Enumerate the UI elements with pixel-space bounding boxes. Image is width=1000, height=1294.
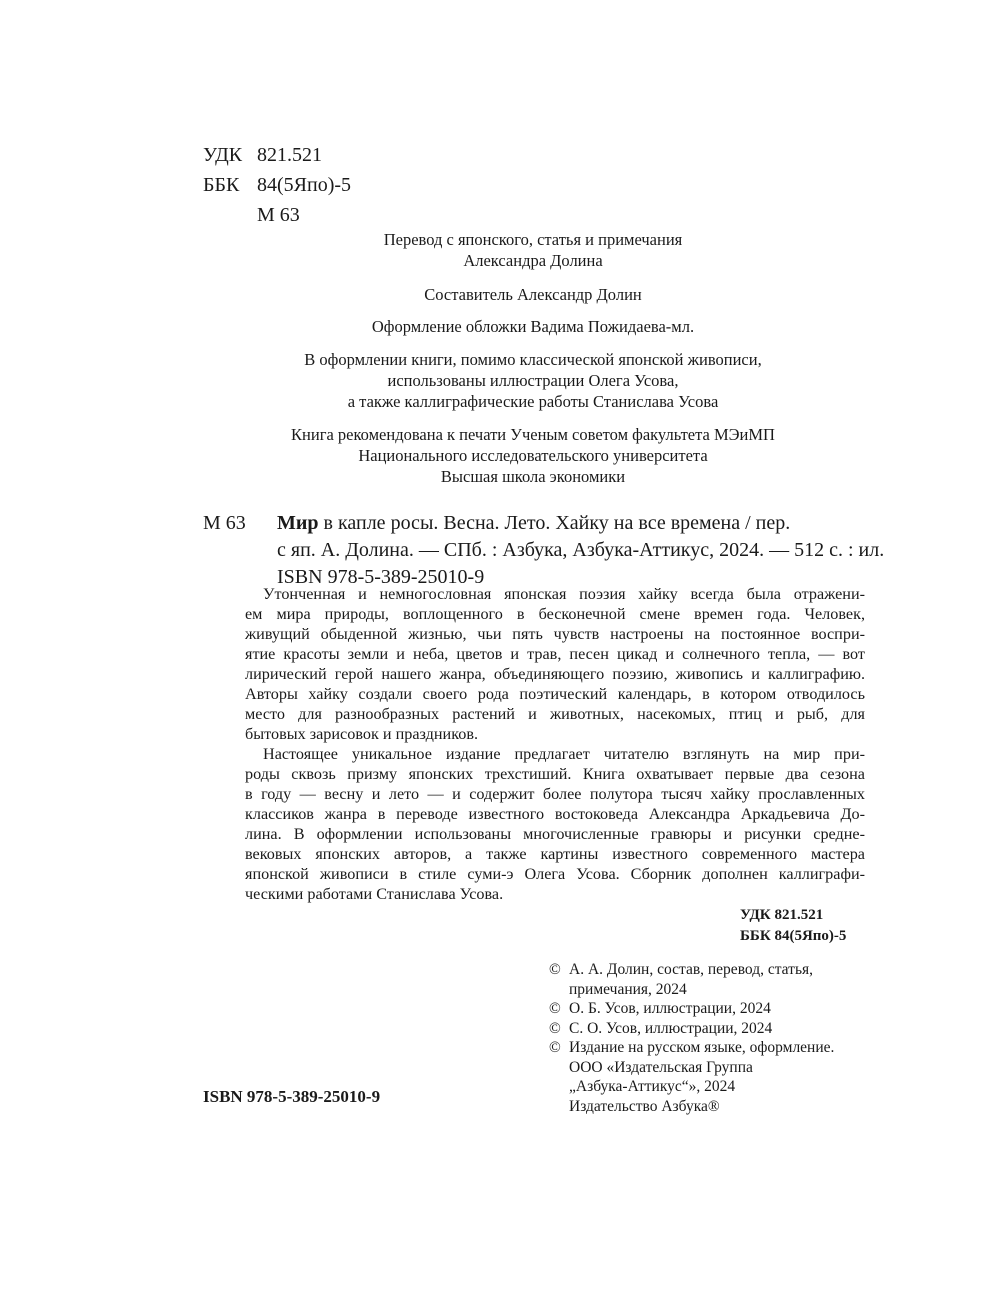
copyright-item-3	[549, 1019, 869, 1039]
abstract-line: ятие красоты земли и неба, цветов и трав, песен цикад и солнечного тепла, — вот	[245, 645, 865, 663]
copyright-item-4	[549, 1038, 869, 1058]
abstract	[245, 584, 865, 904]
abstract-line: роды сквозь призму японских трехстиший. Книга охватывает первые два сезона	[245, 765, 865, 783]
copyright-block	[549, 960, 869, 1116]
bibliographic-entry	[203, 510, 885, 591]
bbk-label: ББК	[203, 174, 240, 196]
illustrations-line-2: использованы иллюстрации Олега Усова,	[387, 371, 679, 390]
translation-line-1: Перевод с японского, статья и примечания	[383, 230, 683, 249]
copyright-item-4-cont: „Азбука-Аттикус“», 2024	[569, 1078, 736, 1095]
copyright-item-2	[549, 999, 869, 1019]
translation-credit	[203, 229, 863, 271]
entry-title-rest: в капле росы. Весна. Лето. Хайку на все времена / пер.	[318, 512, 791, 534]
abstract-line: в году — весну и лето — и содержит более полутора тысяч хайку прославленных	[245, 785, 865, 803]
abstract-line: вековых японских авторов, а также картины известного современного мастера	[245, 845, 865, 863]
recommended-line-1: Книга рекомендована к печати Ученым советом факультета МЭиМП	[291, 425, 775, 444]
classification-codes	[203, 140, 351, 230]
abstract-line: ем мира природы, воплощенного в бесконечной смене времен года. Человек,	[245, 605, 865, 623]
copyright-item-1-cont: примечания, 2024	[569, 980, 687, 998]
udk-right: УДК 821.521	[740, 907, 824, 923]
classification-codes-right	[740, 905, 846, 947]
entry-line-2: с яп. А. Долина. — СПб. : Азбука, Азбука-Аттикус, 2024. — 512 с. : ил.	[277, 539, 885, 561]
compiler-credit	[203, 284, 863, 305]
abstract-line: Настоящее уникальное издание предлагает читателю взглянуть на мир при-	[263, 745, 865, 763]
copyright-text: С. О. Усов, иллюстрации, 2024	[569, 1019, 773, 1037]
compiler-line: Составитель Александр Долин	[424, 285, 642, 304]
recommended-line-3: Высшая школа экономики	[440, 467, 626, 486]
copyright-symbol: ©	[549, 1039, 561, 1056]
bbk-right: ББК 84(5Япо)-5	[740, 928, 847, 944]
bbk-value: 84(5Япо)-5	[257, 174, 352, 196]
udk-value: 821.521	[257, 144, 322, 166]
abstract-line: классиков жанра в переводе известного востоковеда Александра Аркадьевича До-	[245, 805, 865, 823]
copyright-item-4-cont: Издательство Азбука®	[569, 1097, 720, 1115]
abstract-line: место для разнообразных растений и животных, насекомых, птиц и рыб, для	[245, 705, 865, 723]
copyright-text: А. А. Долин, состав, перевод, статья,	[569, 961, 814, 978]
cover-credit	[203, 316, 863, 337]
illustrations-credit	[203, 349, 863, 412]
copyright-text: Издание на русском языке, оформление.	[569, 1039, 835, 1056]
abstract-line: живущий обыденной жизнью, чьи пять чувств настроены на постоянное воспри-	[245, 625, 865, 643]
illustrations-line-3: а также каллиграфические работы Станислава Усова	[347, 392, 719, 411]
entry-isbn: ISBN 978-5-389-25010-9	[277, 566, 485, 588]
translation-line-2: Александра Долина	[463, 251, 603, 270]
bbk-row	[203, 170, 351, 200]
copyright-symbol: ©	[549, 1019, 561, 1037]
illustrations-line-1: В оформлении книги, помимо классической японской живописи,	[304, 350, 762, 369]
copyright-symbol: ©	[549, 961, 561, 978]
abstract-line: лирический герой нашего жанра, объединяющего поэзию, живопись и каллиграфию.	[245, 665, 865, 683]
abstract-line: лина. В оформлении использованы многочисленные гравюры и рисунки средне-	[245, 825, 865, 843]
entry-code: М 63	[203, 512, 246, 534]
recommended-line-2: Национального исследовательского университета	[358, 446, 708, 465]
copyright-item-1	[549, 960, 869, 980]
isbn-bottom: ISBN 978-5-389-25010-9	[203, 1087, 381, 1106]
copyright-text: О. Б. Усов, иллюстрации, 2024	[569, 1000, 771, 1017]
abstract-line: бытовых зарисовок и праздников.	[245, 725, 479, 743]
abstract-line: Авторы хайку создали своего рода поэтический календарь, в котором отводилось	[245, 685, 865, 703]
abstract-line: Утонченная и немногословная японская поэзия хайку всегда была отражени-	[263, 585, 865, 603]
udk-label: УДК	[203, 144, 243, 166]
abstract-line: ческими работами Станислава Усова.	[245, 885, 504, 903]
recommendation-note	[203, 424, 863, 487]
cover-line: Оформление обложки Вадима Пожидаева-мл.	[371, 317, 695, 336]
abstract-line: японской живописи в стиле суми-э Олега Усова. Сборник дополнен каллиграфи-	[245, 865, 865, 883]
copyright-item-4-cont: ООО «Издательская Группа	[569, 1058, 753, 1076]
udk-row	[203, 140, 351, 170]
entry-title-bold: Мир	[277, 512, 319, 534]
copyright-symbol: ©	[549, 1000, 561, 1017]
author-mark: М 63	[257, 204, 300, 226]
entry-line-1	[203, 510, 865, 537]
